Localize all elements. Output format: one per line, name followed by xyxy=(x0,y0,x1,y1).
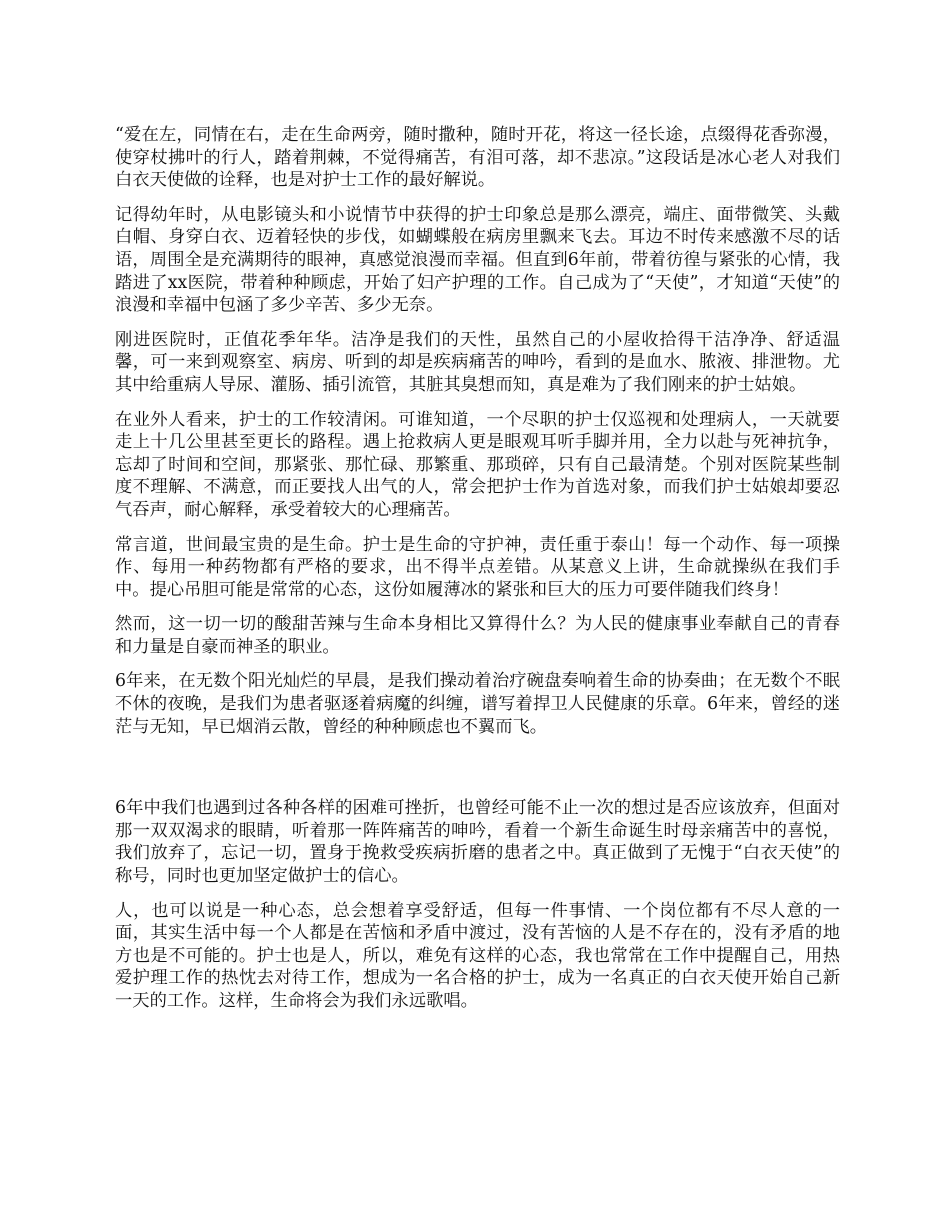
document-body xyxy=(115,124,840,1025)
paragraph-5: 常言道，世间最宝贵的是生命。护士是生命的守护神，责任重于泰山！每一个动作、每一项操作、每用一种药物都有严格的要求，出不得半点差错。从某意义上讲，生命就操纵在我们手中。提心吊胆可能是常常的心态，这份如履薄冰的紧张和巨大的压力可要伴随我们终身！ xyxy=(115,534,840,600)
paragraph-2: 记得幼年时，从电影镜头和小说情节中获得的护士印象总是那么漂亮，端庄、面带微笑、头戴白帽、身穿白衣、迈着轻快的步伐，如蝴蝶般在病房里飘来飞去。耳边不时传来感激不尽的话语，周围全是充满期待的眼神，真感觉浪漫而幸福。但直到6年前，带着彷徨与紧张的心情，我踏进了xx医院，带着种种顾虑，开始了妇产护理的工作。自己成为了“天使”，才知道“天使”的浪漫和幸福中包涵了多少辛苦、多少无奈。 xyxy=(115,204,840,316)
paragraph-9: 人，也可以说是一种心态，总会想着享受舒适，但每一件事情、一个岗位都有不尽人意的一面，其实生活中每一个人都是在苦恼和矛盾中渡过，没有苦恼的人是不存在的，没有矛盾的地方也是不可能的。护士也是人，所以，难免有这样的心态，我也常常在工作中提醒自己，用热爱护理工作的热忱去对待工作，想成为一名合格的护士，成为一名真正的白衣天使开始自己新一天的工作。这样，生命将会为我们永远歌唱。 xyxy=(115,900,840,1011)
paragraph-8: 6年中我们也遇到过各种各样的困难可挫折，也曾经可能不止一次的想过是否应该放弃，但面对那一双双渴求的眼睛，听着那一阵阵痛苦的呻吟，看着一个新生命诞生时母亲痛苦中的喜悦，我们放弃了，忘记一切，置身于挽救受疾病折磨的患者之中。真正做到了无愧于“白衣天使”的称号，同时也更加坚定做护士的信心。 xyxy=(115,798,840,887)
paragraph-1: “爱在左，同情在右，走在生命两旁，随时撒种，随时开花，将这一径长途，点缀得花香弥漫，使穿杖拂叶的行人，踏着荆棘，不觉得痛苦，有泪可落，却不悲凉。”这段话是冰心老人对我们白衣天使做的诠释，也是对护士工作的最好解说。 xyxy=(115,125,840,191)
paragraph-3: 刚进医院时，正值花季年华。洁净是我们的天性，虽然自己的小屋收拾得干洁净净、舒适温馨，可一来到观察室、病房、听到的却是疾病痛苦的呻吟，看到的是血水、脓液、排泄物。尤其中给重病人导尿、灌肠、插引流管，其脏其臭想而知，真是难为了我们刚来的护士姑娘。 xyxy=(115,329,840,395)
paragraph-6: 然而，这一切一切的酸甜苦辣与生命本身相比又算得什么？为人民的健康事业奉献自己的青春和力量是自豪而神圣的职业。 xyxy=(115,614,840,657)
paragraph-7: 6年来，在无数个阳光灿烂的早晨，是我们操动着治疗碗盘奏响着生命的协奏曲；在无数个不眠不休的夜晚，是我们为患者驱逐着病魔的纠缠，谱写着捍卫人民健康的乐章。6年来，曾经的迷茫与无知，早已烟消云散，曾经的种种顾虑也不翼而飞。 xyxy=(115,671,840,737)
paragraph-4: 在业外人看来，护士的工作较清闲。可谁知道，一个尽职的护士仅巡视和处理病人，一天就要走上十几公里甚至更长的路程。遇上抢救病人更是眼观耳听手脚并用，全力以赴与死神抗争，忘却了时间和空间，那紧张、那忙碌、那繁重、那琐碎，只有自己最清楚。个别对医院某些制度不理解、不满意，而正要找人出气的人，常会把护士作为首选对象，而我们护士姑娘却要忍气吞声，耐心解释，承受着较大的心理痛苦。 xyxy=(115,409,840,520)
